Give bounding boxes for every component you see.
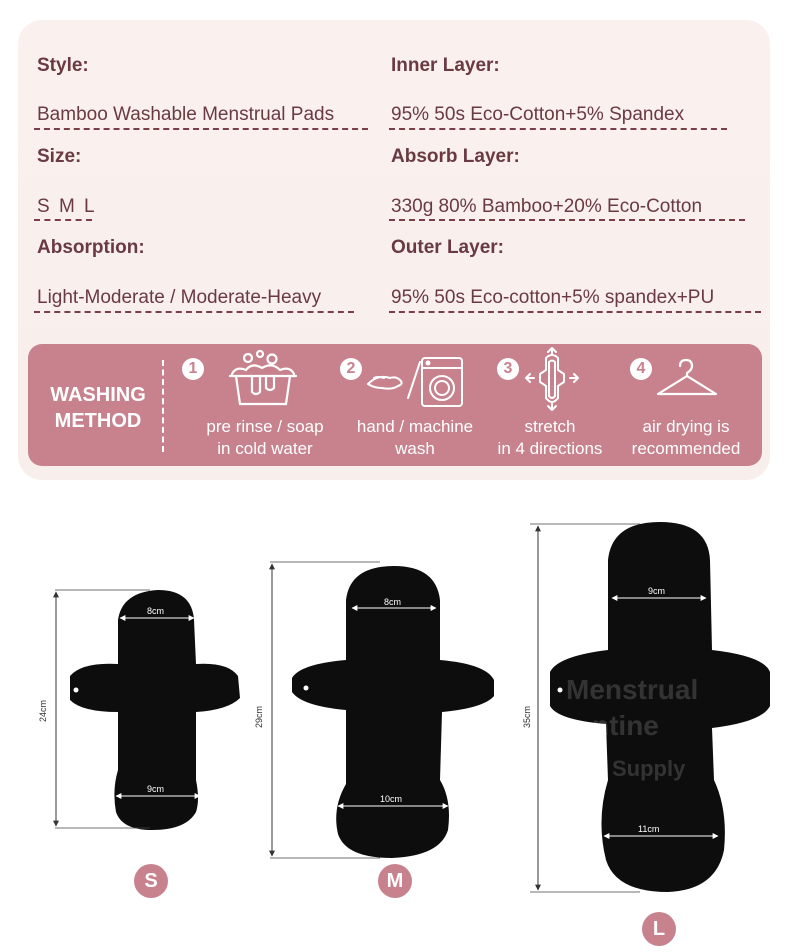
hanger-icon	[654, 356, 720, 402]
step-2-line2: wash	[395, 439, 435, 458]
step-4-number: 4	[630, 358, 652, 380]
size-badge-s: S	[134, 864, 168, 898]
outer-layer-underline	[389, 311, 761, 313]
style-label: Style:	[37, 55, 89, 76]
small-top-width: 8cm	[147, 606, 165, 616]
step-2-text	[346, 416, 484, 460]
step-3-line2: in 4 directions	[497, 439, 603, 458]
step-1-line2: in cold water	[217, 439, 313, 458]
step-4-text	[616, 416, 756, 460]
size-underline	[34, 219, 92, 221]
stretch-pad-icon	[522, 344, 582, 414]
small-bottom-width: 9cm	[147, 784, 165, 794]
absorb-layer-label: Absorb Layer:	[391, 146, 520, 167]
watermark-line1: Menstrual	[566, 674, 699, 705]
washing-divider	[162, 360, 164, 452]
size-badge-l: L	[642, 912, 676, 946]
step-1-text	[196, 416, 334, 460]
step-4-line1: air drying is	[642, 417, 730, 436]
absorption-value: Light-Moderate / Moderate-Heavy	[37, 287, 322, 308]
step-2-number: 2	[340, 358, 362, 380]
washing-machine-icon	[364, 354, 466, 410]
size-value: S M L	[37, 196, 97, 217]
washing-method-banner	[28, 344, 762, 466]
large-bottom-width: 11cm	[638, 824, 660, 834]
washing-title-line2: METHOD	[54, 410, 142, 432]
watermark-line2: ntine	[592, 710, 659, 741]
large-top-width: 9cm	[648, 586, 666, 596]
step-1-number: 1	[182, 358, 204, 380]
step-3-line1: stretch	[524, 417, 576, 436]
medium-bottom-width: 10cm	[380, 794, 403, 804]
large-length: 35cm	[522, 705, 533, 729]
washing-method-title	[38, 382, 158, 434]
absorption-label: Absorption:	[37, 237, 145, 258]
watermark-line3: Supply	[612, 756, 686, 781]
absorb-layer-value: 330g 80% Bamboo+20% Eco-Cotton	[391, 196, 703, 217]
style-value: Bamboo Washable Menstrual Pads	[37, 104, 335, 125]
size-label: Size:	[37, 146, 82, 167]
outer-layer-value: 95% 50s Eco-cotton+5% spandex+PU	[391, 287, 715, 308]
style-underline	[34, 128, 368, 130]
basin-icon	[226, 348, 300, 410]
inner-layer-underline	[389, 128, 727, 130]
step-3-number: 3	[497, 358, 519, 380]
washing-title-line1: WASHING	[50, 384, 146, 406]
medium-length: 29cm	[254, 705, 265, 729]
outer-layer-label: Outer Layer:	[391, 237, 504, 258]
size-badge-m: M	[378, 864, 412, 898]
medium-top-width: 8cm	[384, 597, 402, 607]
pad-large	[530, 522, 770, 892]
absorption-underline	[34, 311, 354, 313]
step-3-text	[484, 416, 616, 460]
inner-layer-value: 95% 50s Eco-Cotton+5% Spandex	[391, 104, 685, 125]
small-length: 24cm	[38, 699, 49, 723]
step-2-line1: hand / machine	[356, 417, 474, 436]
absorb-layer-underline	[389, 219, 745, 221]
step-4-line2: recommended	[631, 439, 741, 458]
step-1-line1: pre rinse / soap	[206, 417, 324, 436]
inner-layer-label: Inner Layer:	[391, 55, 500, 76]
pad-small	[55, 590, 240, 830]
pad-medium	[270, 562, 494, 858]
